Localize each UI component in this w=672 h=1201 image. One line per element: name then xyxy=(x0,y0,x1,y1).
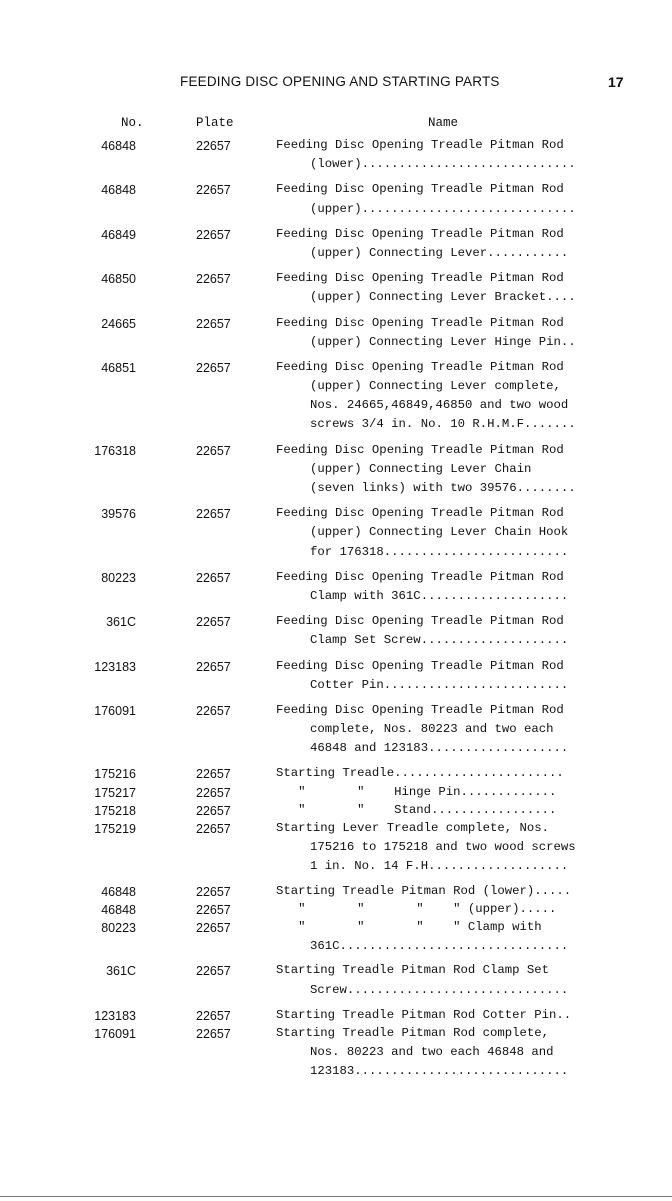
part-name-line: (upper) Connecting Lever........... xyxy=(310,245,569,260)
part-name-line: Feeding Disc Opening Treadle Pitman Rod xyxy=(276,506,564,521)
plate-number: 22657 xyxy=(196,139,231,153)
parts-row xyxy=(0,801,672,820)
part-name-line: Feeding Disc Opening Treadle Pitman Rod xyxy=(276,226,564,241)
parts-row xyxy=(0,1024,672,1082)
part-name xyxy=(276,612,630,650)
part-number: 361C xyxy=(106,964,136,979)
page-bottom-rule xyxy=(0,1196,672,1197)
part-name-line: (lower)............................. xyxy=(310,157,576,172)
part-number: 361C xyxy=(106,615,136,630)
parts-row xyxy=(0,657,672,695)
part-name xyxy=(276,225,630,263)
part-number: 46850 xyxy=(101,272,136,287)
page-header xyxy=(0,74,672,94)
part-number: 175216 xyxy=(94,767,136,782)
page-number: 17 xyxy=(608,74,624,90)
part-name-line: Feeding Disc Opening Treadle Pitman Rod xyxy=(276,315,564,330)
parts-row xyxy=(0,358,672,435)
part-name xyxy=(276,441,630,499)
part-name xyxy=(276,882,630,901)
part-name-line: 361C............................... xyxy=(310,939,569,954)
part-name xyxy=(276,136,630,174)
plate-number: 22657 xyxy=(196,822,231,836)
part-name-line: Feeding Disc Opening Treadle Pitman Rod xyxy=(276,271,564,286)
part-number: 80223 xyxy=(101,920,136,935)
part-name-line: " " Hinge Pin............. xyxy=(276,784,557,799)
part-name xyxy=(276,819,630,877)
plate-number: 22657 xyxy=(196,803,231,818)
part-name-line: 175216 to 175218 and two wood screws xyxy=(310,840,576,855)
part-name-line: Feeding Disc Opening Treadle Pitman Rod xyxy=(276,658,564,673)
part-name-line: Starting Treadle Pitman Rod complete, xyxy=(276,1025,550,1040)
part-name-line: Feeding Disc Opening Treadle Pitman Rod xyxy=(276,569,564,584)
part-name-line: Feeding Disc Opening Treadle Pitman Rod xyxy=(276,614,564,629)
part-name-line: 1 in. No. 14 F.H................... xyxy=(310,859,569,874)
plate-number: 22657 xyxy=(196,659,231,674)
part-name-line: (upper) Connecting Lever Bracket.... xyxy=(310,290,576,305)
part-name xyxy=(276,900,630,919)
part-number: 123183 xyxy=(94,659,136,674)
part-name-line: for 176318......................... xyxy=(310,544,569,559)
column-header-plate: Plate xyxy=(196,116,234,130)
plate-number: 22657 xyxy=(196,615,231,630)
parts-row xyxy=(0,568,672,606)
part-number: 176318 xyxy=(94,443,136,458)
parts-row xyxy=(0,504,672,562)
part-name-line: screws 3/4 in. No. 10 R.H.M.F....... xyxy=(310,417,576,432)
plate-number: 22657 xyxy=(196,507,231,522)
part-name xyxy=(276,504,630,562)
part-name xyxy=(276,801,630,820)
parts-row xyxy=(0,961,672,999)
plate-number: 22657 xyxy=(196,884,231,899)
parts-row xyxy=(0,900,672,919)
part-name-line: Clamp with 361C.................... xyxy=(310,588,569,603)
part-name-line: Feeding Disc Opening Treadle Pitman Rod xyxy=(276,359,564,374)
part-number: 175218 xyxy=(94,803,136,818)
part-name-line: (seven links) with two 39576........ xyxy=(310,481,576,495)
part-number: 46848 xyxy=(101,902,136,917)
part-name xyxy=(276,783,630,802)
part-name xyxy=(276,701,630,759)
part-name-line: (upper) Connecting Lever Chain xyxy=(310,461,532,476)
part-number: 80223 xyxy=(101,570,136,585)
part-name xyxy=(276,568,630,606)
part-name-line: Starting Treadle Pitman Rod Clamp Set xyxy=(276,963,550,978)
parts-row xyxy=(0,764,672,783)
plate-number: 22657 xyxy=(196,570,231,585)
parts-row xyxy=(0,918,672,956)
part-number: 46848 xyxy=(101,884,136,899)
plate-number: 22657 xyxy=(196,272,231,287)
part-name-line: Nos. 24665,46849,46850 and two wood xyxy=(310,398,569,413)
part-name-line: Starting Lever Treadle complete, Nos. xyxy=(276,821,550,835)
part-name-line: 46848 and 123183................... xyxy=(310,741,569,756)
part-name xyxy=(276,314,630,352)
part-name-line: 123183............................. xyxy=(310,1064,569,1079)
column-header-name: Name xyxy=(428,116,459,130)
part-name xyxy=(276,1006,630,1025)
part-number: 123183 xyxy=(94,1008,136,1023)
part-name-line: complete, Nos. 80223 and two each xyxy=(310,722,554,737)
part-name xyxy=(276,180,630,218)
part-number: 46848 xyxy=(101,139,136,153)
plate-number: 22657 xyxy=(196,183,231,198)
part-name-line: Starting Treadle Pitman Rod (lower)..... xyxy=(276,883,572,898)
part-name xyxy=(276,269,630,307)
part-name xyxy=(276,961,630,999)
part-number: 175217 xyxy=(94,785,136,800)
parts-row xyxy=(0,783,672,802)
plate-number: 22657 xyxy=(196,902,231,917)
parts-row xyxy=(0,314,672,352)
part-name-line: Nos. 80223 and two each 46848 and xyxy=(310,1045,554,1060)
plate-number: 22657 xyxy=(196,1008,231,1023)
part-name-line: (upper)............................. xyxy=(310,201,576,216)
part-name-line: (upper) Connecting Lever Hinge Pin.. xyxy=(310,334,576,349)
part-name-line: Feeding Disc Opening Treadle Pitman Rod xyxy=(276,182,564,197)
part-name-line: Cotter Pin......................... xyxy=(310,677,569,692)
plate-number: 22657 xyxy=(196,920,231,935)
part-name xyxy=(276,358,630,435)
parts-row xyxy=(0,225,672,263)
part-number: 39576 xyxy=(101,507,136,522)
part-name-line: Feeding Disc Opening Treadle Pitman Rod xyxy=(276,138,564,152)
part-name-line: Screw.............................. xyxy=(310,982,569,997)
part-name xyxy=(276,1024,630,1082)
plate-number: 22657 xyxy=(196,1026,231,1041)
plate-number: 22657 xyxy=(196,703,231,718)
plate-number: 22657 xyxy=(196,785,231,800)
part-name-line: Starting Treadle Pitman Rod Cotter Pin.. xyxy=(276,1007,572,1022)
plate-number: 22657 xyxy=(196,964,231,979)
part-name-line: " " " " Clamp with xyxy=(276,919,542,934)
part-name-line: " " " " (upper)..... xyxy=(276,901,557,916)
plate-number: 22657 xyxy=(196,443,231,458)
page-title: FEEDING DISC OPENING AND STARTING PARTS xyxy=(180,74,500,89)
parts-row xyxy=(0,1006,672,1025)
part-number: 46848 xyxy=(101,183,136,198)
plate-number: 22657 xyxy=(196,316,231,331)
part-number: 176091 xyxy=(94,1026,136,1041)
part-number: 24665 xyxy=(101,316,136,331)
parts-row xyxy=(0,180,672,218)
column-header-no: No. xyxy=(121,116,144,130)
parts-row xyxy=(0,612,672,650)
part-name-line: Feeding Disc Opening Treadle Pitman Rod xyxy=(276,702,564,717)
parts-row xyxy=(0,819,672,877)
part-name-line: (upper) Connecting Lever Chain Hook xyxy=(310,525,569,540)
part-name xyxy=(276,918,630,956)
part-name-line: " " Stand................. xyxy=(276,802,557,817)
part-name-line: Starting Treadle....................... xyxy=(276,766,564,781)
plate-number: 22657 xyxy=(196,227,231,242)
parts-row xyxy=(0,441,672,499)
parts-row xyxy=(0,136,672,174)
part-name-line: Clamp Set Screw.................... xyxy=(310,633,569,648)
part-name-line: Feeding Disc Opening Treadle Pitman Rod xyxy=(276,442,564,457)
plate-number: 22657 xyxy=(196,767,231,782)
plate-number: 22657 xyxy=(196,360,231,375)
part-name xyxy=(276,657,630,695)
parts-row xyxy=(0,269,672,307)
part-name-line: (upper) Connecting Lever complete, xyxy=(310,379,561,394)
part-number: 175219 xyxy=(94,822,136,836)
part-number: 176091 xyxy=(94,703,136,718)
parts-row xyxy=(0,882,672,901)
part-name xyxy=(276,764,630,783)
part-number: 46851 xyxy=(101,360,136,375)
part-number: 46849 xyxy=(101,227,136,242)
parts-row xyxy=(0,701,672,759)
parts-list xyxy=(0,136,672,1081)
